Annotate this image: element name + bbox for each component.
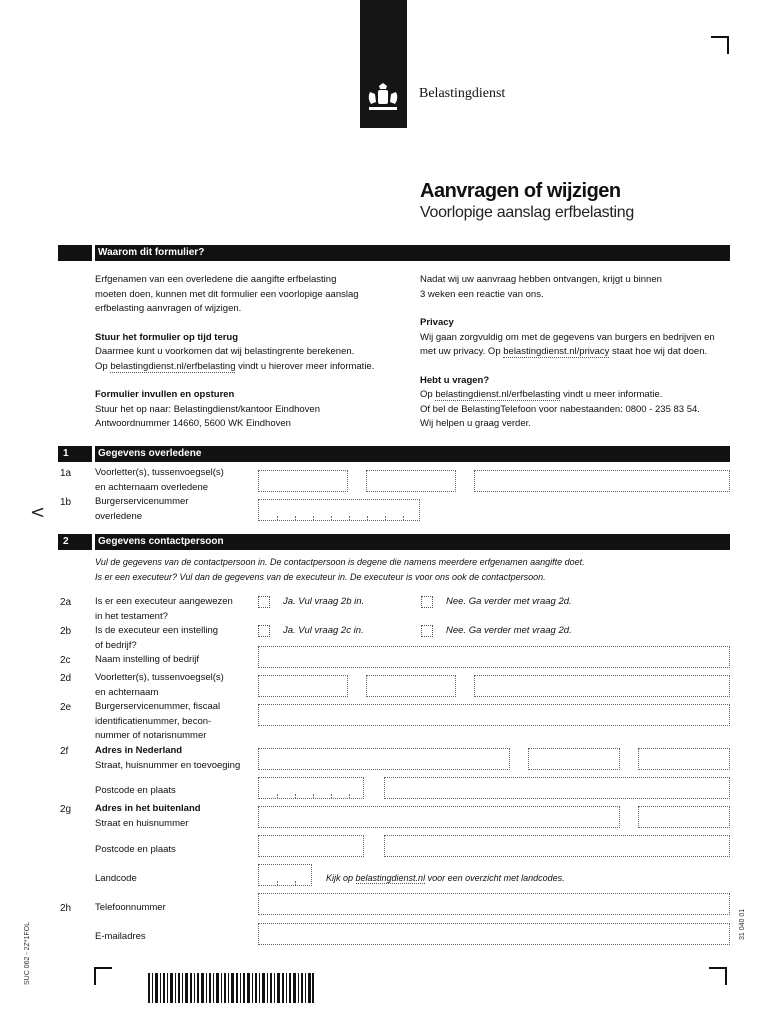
institution-no-checkbox[interactable] [421, 625, 433, 637]
text: Kijk op [326, 873, 356, 883]
country-code-input[interactable] [258, 864, 312, 886]
question-label [95, 466, 224, 495]
intro-line: Wij helpen u graag verder. [420, 418, 531, 429]
text: Op [420, 389, 436, 400]
erfbelasting-link[interactable]: belastingdienst.nl/erfbelasting [110, 360, 236, 372]
intro-right-column [420, 273, 740, 432]
initials-input[interactable] [258, 470, 348, 492]
question-label: Landcode [95, 873, 137, 884]
text: Op [95, 360, 111, 372]
question-number: 2f [60, 746, 69, 757]
nl-addition-input[interactable] [638, 748, 730, 770]
crop-mark [94, 967, 112, 985]
option-label: Ja. Vul vraag 2b in. [283, 596, 365, 607]
crop-mark [709, 967, 727, 985]
intro-line: Vul de gegevens van de contactpersoon in. De contactpersoon is degene die namens meerdere erfgenamen aangifte doet. [95, 557, 585, 567]
coat-of-arms-icon [364, 82, 402, 116]
label-line: overledene [95, 510, 143, 522]
question-label: Straat, huisnummer en toevoeging [95, 760, 241, 771]
nl-street-input[interactable] [258, 748, 510, 770]
intro-line: Is er een executeur? Vul dan de gegevens van de executeur in. De executeur is voor ons ook de contactpersoon. [95, 571, 546, 582]
question-number: 1a [60, 468, 72, 479]
abroad-street-input[interactable] [258, 806, 620, 828]
privacy-heading: Privacy [420, 317, 454, 328]
belastingdienst-link[interactable]: belastingdienst.nl [355, 873, 426, 883]
text: vindt u meer informatie. [560, 389, 663, 400]
section-2-bar [58, 534, 730, 550]
text: met uw privacy. Op [420, 346, 504, 357]
intro-line: erfbelasting aanvragen of wijzigen. [95, 303, 242, 314]
contact-prefix-input[interactable] [366, 675, 456, 697]
intro-line: 3 weken een reactie van ons. [420, 288, 544, 300]
text: staat hoe wij dat doen. [609, 346, 708, 357]
erfbelasting-link[interactable]: belastingdienst.nl/erfbelasting [435, 389, 561, 400]
intro-line: Stuur het op naar: Belastingdienst/kantoor Eindhoven [95, 403, 320, 415]
prefix-input[interactable] [366, 470, 456, 492]
intro-line: Wij gaan zorgvuldig om met de gegevens van burgers en bedrijven en [420, 331, 715, 343]
intro-line: Nadat wij uw aanvraag hebben ontvangen, krijgt u binnen [420, 274, 662, 285]
question-label: Postcode en plaats [95, 844, 176, 855]
chevron-left-icon: < [30, 502, 46, 523]
country-code-hint [326, 871, 565, 886]
executor-no-checkbox[interactable] [421, 596, 433, 608]
phone-input[interactable] [258, 893, 730, 915]
question-label: Straat en huisnummer [95, 818, 189, 829]
contact-initials-input[interactable] [258, 675, 348, 697]
intro-line: Antwoordnummer 14660, 5600 WK Eindhoven [95, 418, 291, 429]
label-line: nummer of notarisnummer [95, 730, 207, 741]
surname-input[interactable] [474, 470, 730, 492]
intro-left-column [95, 273, 415, 432]
bsn-input[interactable] [258, 499, 420, 521]
intro-bar [58, 245, 730, 261]
question-number: 2e [60, 702, 72, 713]
question-label [95, 700, 220, 744]
label-line: identificatienummer, becon- [95, 715, 212, 727]
label-line: Burgerservicenummer [95, 496, 189, 507]
question-number: 2g [60, 804, 72, 815]
contact-surname-input[interactable] [474, 675, 730, 697]
question-label: Naam instelling of bedrijf [95, 654, 200, 665]
question-number: 2a [60, 597, 72, 608]
intro-line: Daarmee kunt u voorkomen dat wij belastingrente berekenen. [95, 346, 355, 357]
abroad-postcode-input[interactable] [258, 835, 364, 857]
label-line: Is de executeur een instelling [95, 625, 219, 636]
label-line: of bedrijf? [95, 639, 137, 651]
logo-text: Belastingdienst [419, 86, 506, 101]
question-number: 2d [60, 673, 72, 684]
questions-heading: Hebt u vragen? [420, 374, 490, 386]
intro-line: moeten doen, kunnen met dit formulier een voorlopige aanslag [95, 288, 359, 300]
question-number: 2c [60, 655, 71, 666]
address-abroad-heading: Adres in het buitenland [95, 803, 201, 814]
intro-heading: Formulier invullen en opsturen [95, 389, 235, 400]
text: voor een overzicht met landcodes. [425, 873, 565, 883]
question-label [95, 595, 233, 624]
question-label: E-mailadres [95, 931, 146, 942]
label-line: Is er een executeur aangewezen [95, 596, 233, 607]
section-number: 1 [63, 448, 69, 459]
label-line: Voorletter(s), tussenvoegsel(s) [95, 467, 224, 478]
identification-number-input[interactable] [258, 704, 730, 726]
form-title: Aanvragen of wijzigen [420, 180, 621, 202]
form-code-left: SUC 062 - 2Z*1FOL [24, 921, 31, 985]
nl-housenumber-input[interactable] [528, 748, 620, 770]
label-line: Voorletter(s), tussenvoegsel(s) [95, 672, 224, 683]
option-label: Nee. Ga verder met vraag 2d. [446, 625, 572, 636]
option-label: Nee. Ga verder met vraag 2d. [446, 596, 572, 607]
section-2-intro [95, 555, 585, 584]
label-line: in het testament? [95, 610, 168, 622]
section-number: 2 [63, 536, 69, 547]
barcode-icon [148, 973, 314, 1003]
institution-yes-checkbox[interactable] [258, 625, 270, 637]
question-label [95, 624, 218, 653]
question-label [95, 495, 188, 524]
intro-line: Of bel de BelastingTelefoon voor nabestaanden: 0800 - 235 83 54. [420, 403, 700, 415]
intro-bar-label: Waarom dit formulier? [98, 247, 205, 258]
privacy-link[interactable]: belastingdienst.nl/privacy [503, 346, 610, 357]
text: vindt u hierover meer informatie. [235, 360, 375, 372]
abroad-city-input[interactable] [384, 835, 730, 857]
crop-mark [711, 36, 729, 54]
nl-postcode-input[interactable] [258, 777, 364, 799]
label-line: en achternaam [95, 686, 159, 698]
email-input[interactable] [258, 923, 730, 945]
question-label: Telefoonnummer [95, 902, 166, 913]
option-label: Ja. Vul vraag 2c in. [283, 625, 364, 636]
address-nl-heading: Adres in Nederland [95, 745, 183, 756]
question-number: 2b [60, 626, 72, 637]
institution-name-input[interactable] [258, 646, 730, 668]
intro-heading: Stuur het formulier op tijd terug [95, 331, 239, 343]
question-label [95, 671, 224, 700]
intro-line: Erfgenamen van een overledene die aangifte erfbelasting [95, 274, 337, 285]
question-label: Postcode en plaats [95, 785, 176, 796]
form-subtitle: Voorlopige aanslag erfbelasting [420, 204, 634, 221]
nl-city-input[interactable] [384, 777, 730, 799]
section-1-bar [58, 446, 730, 462]
section-label: Gegevens contactpersoon [98, 536, 224, 547]
form-code-right: 31 040 01 [739, 908, 746, 940]
section-label: Gegevens overledene [98, 448, 202, 459]
question-number: 1b [60, 497, 72, 508]
label-line: Burgerservicenummer, fiscaal [95, 701, 221, 712]
executor-yes-checkbox[interactable] [258, 596, 270, 608]
abroad-housenumber-input[interactable] [638, 806, 730, 828]
question-number: 2h [60, 903, 72, 914]
label-line: en achternaam overledene [95, 481, 209, 493]
